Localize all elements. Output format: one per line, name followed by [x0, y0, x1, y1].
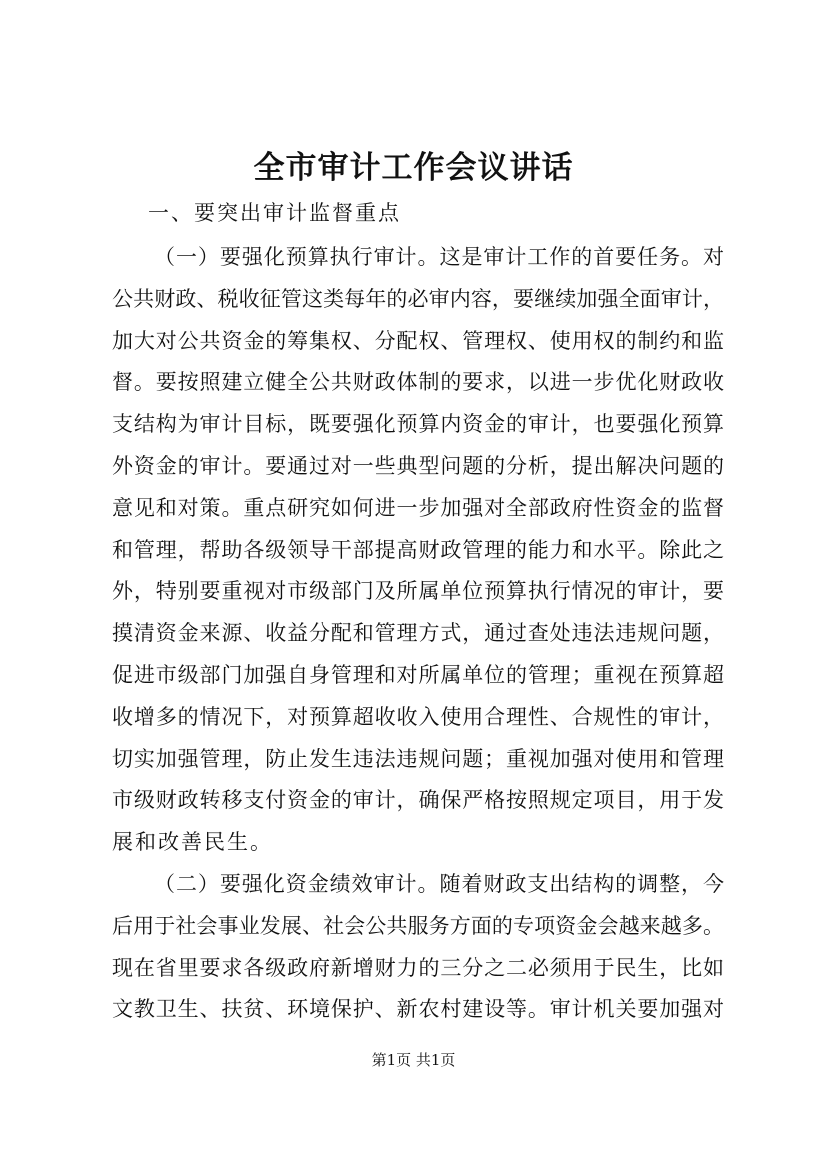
paragraph-1-line: 摸清资金来源、收益分配和管理方式，通过查处违法违规问题，: [112, 621, 724, 646]
section-heading: 一、要突出审计监督重点: [148, 201, 401, 225]
paragraph-2-line: 文教卫生、扶贫、环境保护、新农村建设等。审计机关要加强对: [112, 997, 724, 1022]
paragraph-2-line: 现在省里要求各级政府新增财力的三分之二必须用于民生，比如: [112, 955, 724, 980]
paragraph-1-line: 外资金的审计。要通过对一些典型问题的分析，提出解决问题的: [112, 453, 724, 478]
paragraph-1-line: （一）要强化预算执行审计。这是审计工作的首要任务。对: [154, 245, 724, 269]
document-body: [112, 237, 724, 1031]
paragraph-1-line: 公共财政、税收征管这类每年的必审内容，要继续加强全面审计，: [112, 286, 724, 311]
paragraph-2-line: 后用于社会事业发展、社会公共服务方面的专项资金会越来越多。: [112, 913, 724, 938]
paragraph-1-line: 促进市级部门加强自身管理和对所属单位的管理；重视在预算超: [112, 662, 724, 687]
page-number-footer: 第1页 共1页: [371, 1051, 456, 1069]
paragraph-1-line: 加大对公共资金的筹集权、分配权、管理权、使用权的制约和监: [112, 328, 724, 353]
paragraph-1-line: 督。要按照建立健全公共财政体制的要求，以进一步优化财政收: [112, 370, 724, 395]
paragraph-1-line: 收增多的情况下，对预算超收收入使用合理性、合规性的审计，: [112, 704, 724, 729]
paragraph-1-line: 支结构为审计目标，既要强化预算内资金的审计，也要强化预算: [112, 412, 724, 437]
paragraph-1-line: 市级财政转移支付资金的审计，确保严格按照规定项目，用于发: [112, 788, 724, 813]
paragraph-1-line: 意见和对策。重点研究如何进一步加强对全部政府性资金的监督: [112, 495, 724, 520]
paragraph-1-line: 和管理，帮助各级领导干部提高财政管理的能力和水平。除此之: [112, 537, 724, 562]
paragraph-1-line: 展和改善民生。: [112, 830, 273, 855]
document-title: 全市审计工作会议讲话: [253, 150, 574, 186]
paragraph-2-line: （二）要强化资金绩效审计。随着财政支出结构的调整，今: [154, 871, 724, 896]
paragraph-1-line: 切实加强管理，防止发生违法违规问题；重视加强对使用和管理: [112, 746, 724, 771]
paragraph-1-line: 外，特别要重视对市级部门及所属单位预算执行情况的审计，要: [112, 579, 724, 604]
